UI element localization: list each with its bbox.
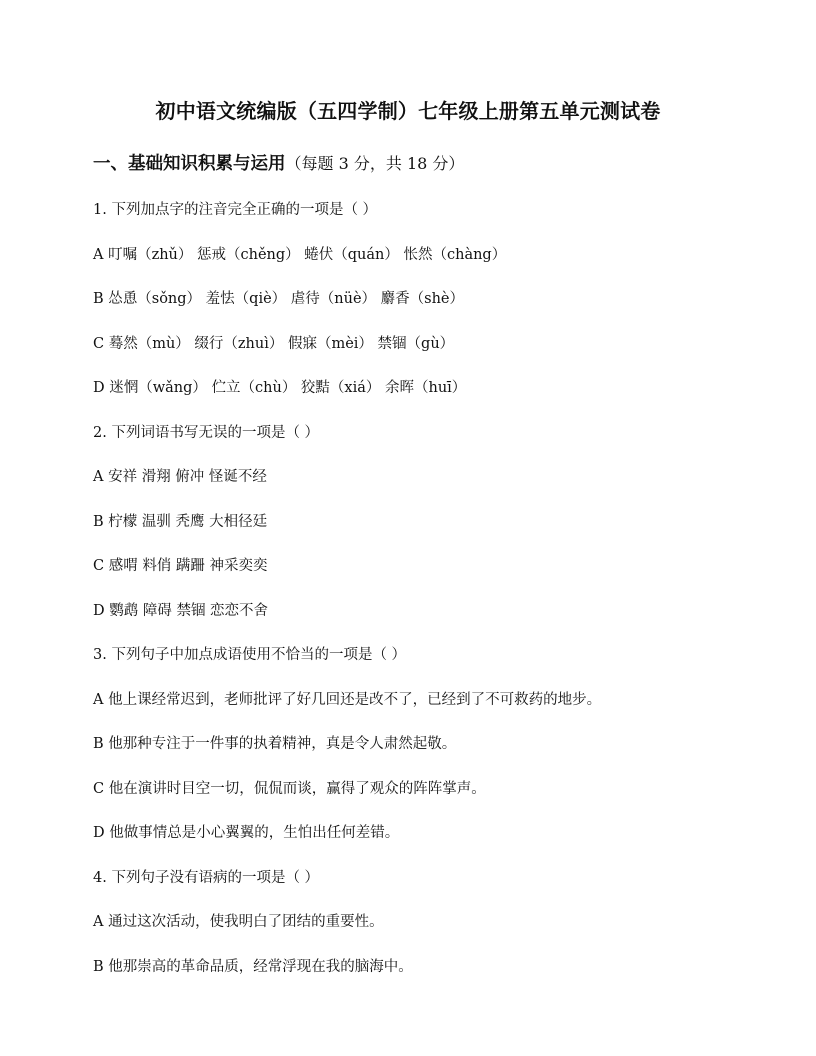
document-title: 初中语文统编版（五四学制）七年级上册第五单元测试卷 [155,99,661,123]
question-1-option-a: A 叮嘱（zhǔ） 惩戒（chěng） 蜷伏（quán） 怅然（chàng） [93,246,507,263]
question-2-option-c: C 感喟 料俏 蹒跚 神采奕奕 [93,558,268,574]
question-4-option-a: A 通过这次活动，使我明白了团结的重要性。 [93,914,384,930]
section-heading-text: 一、基础知识积累与运用 [93,154,286,174]
question-3-option-a: A 他上课经常迟到，老师批评了好几回还是改不了，已经到了不可救药的地步。 [93,691,602,708]
question-3-option-b: B 他那种专注于一件事的执着精神，真是令人肃然起敬。 [93,736,457,752]
question-3-option-c: C 他在演讲时目空一切，侃侃而谈，赢得了观众的阵阵掌声。 [93,780,486,797]
question-2-option-b: B 柠檬 温驯 秃鹰 大相径廷 [93,513,268,530]
question-1-option-d: D 迷惘（wǎng） 伫立（chù） 狡黠（xiá） 余晖（huī） [93,380,467,396]
question-list [93,199,733,1000]
section-heading [93,150,464,175]
question-2-option-d: D 鹦鹉 障碍 禁锢 恋恋不舍 [93,602,269,619]
question-4-stem: 4. 下列句子没有语病的一项是（ ） [93,869,320,886]
question-1-stem: 1. 下列加点字的注音完全正确的一项是（ ） [93,202,378,218]
question-3-stem: 3. 下列句子中加点成语使用不恰当的一项是（ ） [93,647,407,663]
question-1-option-b: B 怂恿（sǒng） 羞怯（qiè） 虐待（nüè） 麝香（shè） [93,291,465,307]
question-4-option-b: B 他那崇高的革命品质，经常浮现在我的脑海中。 [93,958,413,975]
question-2-stem: 2. 下列词语书写无误的一项是（ ） [93,424,320,441]
question-2-option-a: A 安祥 滑翔 俯冲 怪诞不经 [93,469,267,485]
section-heading-note: （每题 3 分，共 18 分） [285,154,465,173]
question-1-option-c: C 蓦然（mù） 缀行（zhuì） 假寐（mèi） 禁锢（gù） [93,335,455,352]
question-3-option-d: D 他做事情总是小心翼翼的，生怕出任何差错。 [93,825,400,841]
